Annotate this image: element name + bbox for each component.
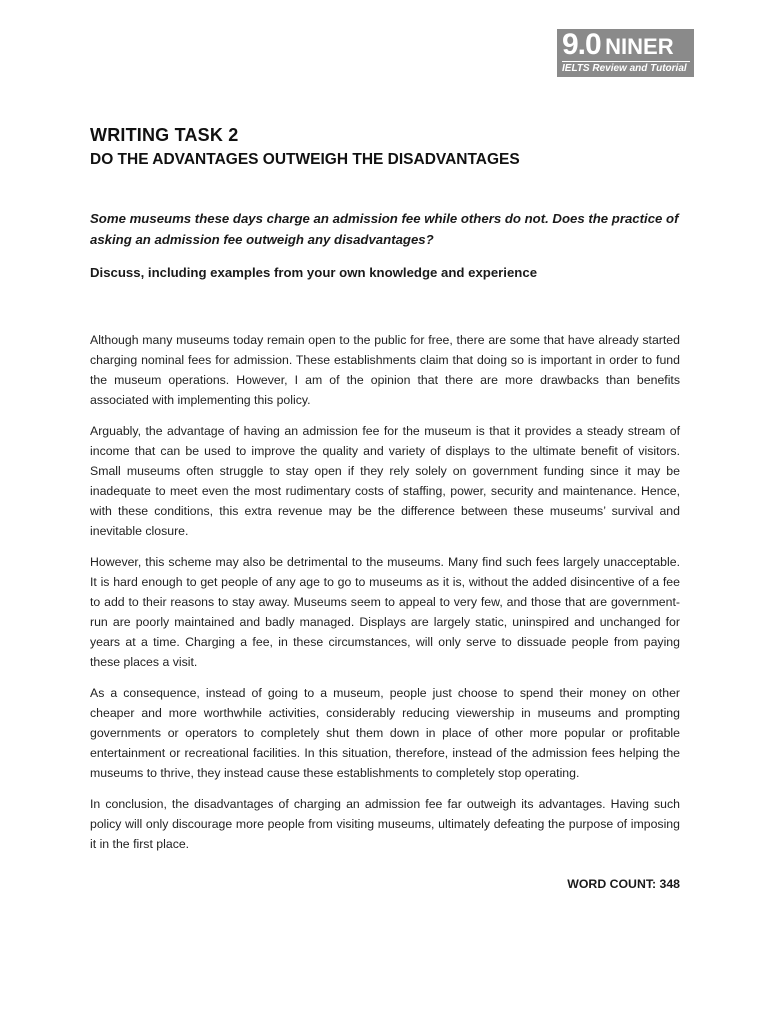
essay-paragraph-intro: Although many museums today remain open to the public for free, there are some that have already started charging nominal fees for admission. These establishments claim that doing so is important in order to fund the museum operations. However, I am of the opinion that there are more drawbacks than benefits associated with implementing this policy. xyxy=(90,333,680,408)
task-subtitle: DO THE ADVANTAGES OUTWEIGH THE DISADVANTAGES xyxy=(90,151,520,168)
logo-tagline: IELTS Review and Tutorial xyxy=(562,61,690,75)
niner-logo xyxy=(557,29,694,77)
essay-paragraph-disadvantage: However, this scheme may also be detrimental to the museums. Many find such fees largely unacceptable. It is hard enough to get people of any age to go to museums as it is, without the added disincentive of a fee to add to their reasons to stay away. Museums seem to appeal to very few, and those that are government-run are poorly maintained and badly managed. Displays are largely static, uninspired and unchanged for years at a time. Charging a fee, in these circumstances, will only serve to dissuade people from paying these places a visit. xyxy=(90,554,680,670)
logo-title xyxy=(562,29,674,61)
essay-body xyxy=(90,330,680,865)
task-title: WRITING TASK 2 xyxy=(90,125,239,145)
essay-prompt: Some museums these days charge an admission fee while others do not. Does the practice of asking an admission fee outweigh any disadvantages? xyxy=(90,211,679,247)
word-count: WORD COUNT: 348 xyxy=(567,877,680,891)
logo-name: NINER xyxy=(605,34,674,59)
essay-paragraph-consequence: As a consequence, instead of going to a museum, people just choose to spend their money on other cheaper and more worthwhile activities, considerably reducing viewership in museums and prompting governments or operators to completely shut them down in place of other more popular or profitable entertainment or recreational facilities. In this situation, therefore, instead of the admission fees helping the museums to thrive, they instead cause these establishments to completely stop operating. xyxy=(90,686,680,781)
logo-number: 9.0 xyxy=(562,28,601,61)
essay-instruction: Discuss, including examples from your own knowledge and experience xyxy=(90,265,538,280)
essay-paragraph-conclusion: In conclusion, the disadvantages of charging an admission fee far outweigh its advantages. Having such policy will only discourage more people from visiting museums, ultimately defeating the purpose of imposing it in the first place. xyxy=(90,796,680,852)
essay-paragraph-advantage: Arguably, the advantage of having an admission fee for the museum is that it provides a steady stream of income that can be used to improve the quality and variety of displays to the ultimate benefit of visitors. Small museums often struggle to stay open if they rely solely on government funding since it may be inadequate to meet even the most rudimentary costs of staffing, power, security and maintenance. Hence, with these conditions, this extra revenue may be the difference between these museums’ survival and inevitable closure. xyxy=(90,423,680,539)
